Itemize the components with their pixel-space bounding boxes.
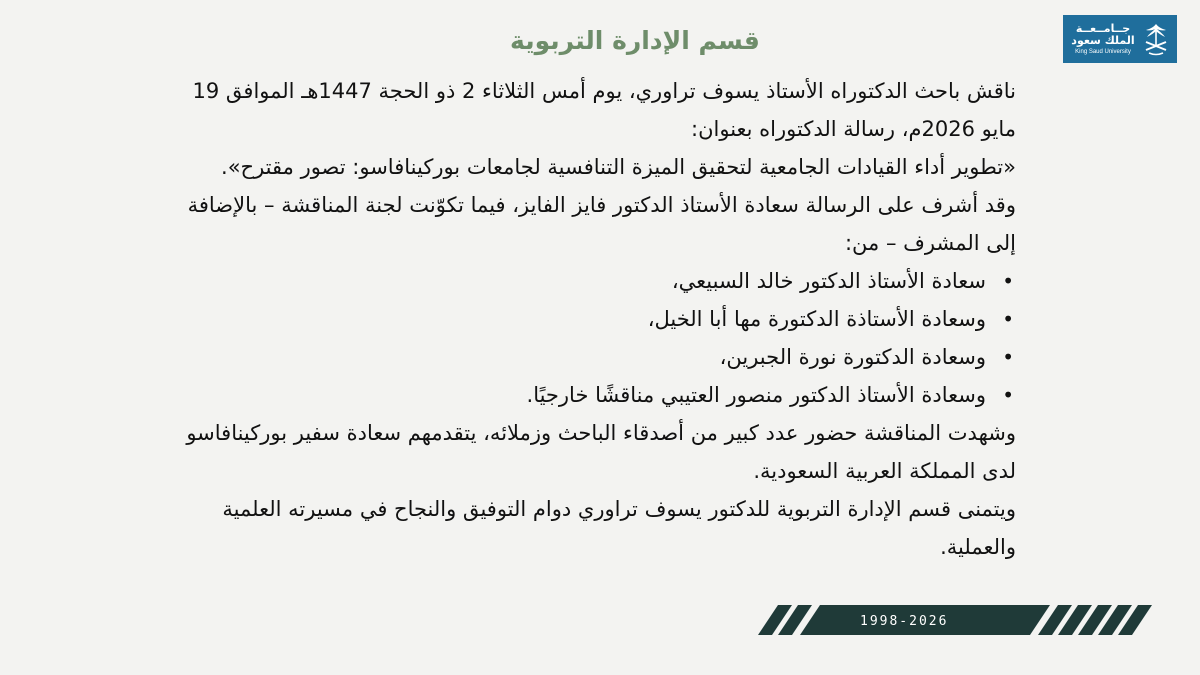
logo-arabic-line2: الملك سعود	[1071, 34, 1135, 47]
paragraph-supervisor: وقد أشرف على الرسالة سعادة الأستاذ الدكتور فايز الفايز، فيما تكوّنت لجنة المناقشة – بالإضافة إلى المشرف – من:	[187, 193, 1016, 255]
paragraph-wishes: ويتمنى قسم الإدارة التربوية للدكتور يسوف تراوري دوام التوفيق والنجاح في مسيرته العلمية والعملية.	[222, 497, 1016, 559]
paragraph-intro: ناقش باحث الدكتوراه الأستاذ يسوف تراوري، يوم أمس الثلاثاء 2 ذو الحجة 1447هـ الموافق 19 مايو 2026م، رسالة الدكتوراه بعنوان:	[192, 79, 1016, 141]
page-title: قسم الإدارة التربوية	[510, 26, 760, 55]
paragraph-attendance: وشهدت المناقشة حضور عدد كبير من أصدقاء الباحث وزملائه، يتقدمهم سعادة سفير بوركينافاسو لدى المملكة العربية السعودية.	[186, 421, 1016, 483]
committee-member: • وسعادة الدكتورة نورة الجبرين،	[166, 338, 986, 376]
footer-stripes-right	[1038, 605, 1152, 635]
committee-member: • سعادة الأستاذ الدكتور خالد السبيعي،	[166, 262, 986, 300]
paragraph-thesis-title: «تطوير أداء القيادات الجامعية لتحقيق الميزة التنافسية لجامعات بوركينافاسو: تصور مقترح».	[221, 155, 1016, 179]
footer-bar	[0, 605, 1200, 635]
logo-arabic-line1: جــامــعــة	[1075, 22, 1131, 35]
logo-english: King Saud University	[1075, 49, 1131, 55]
committee-member: • وسعادة الأستاذ الدكتور منصور العتيبي مناقشًا خارجيًا.	[166, 376, 986, 414]
article-body	[166, 72, 1016, 566]
committee-list	[166, 262, 1016, 414]
committee-member: • وسعادة الأستاذة الدكتورة مها أبا الخيل،	[166, 300, 986, 338]
footer-years: 1998-2026	[860, 614, 949, 629]
